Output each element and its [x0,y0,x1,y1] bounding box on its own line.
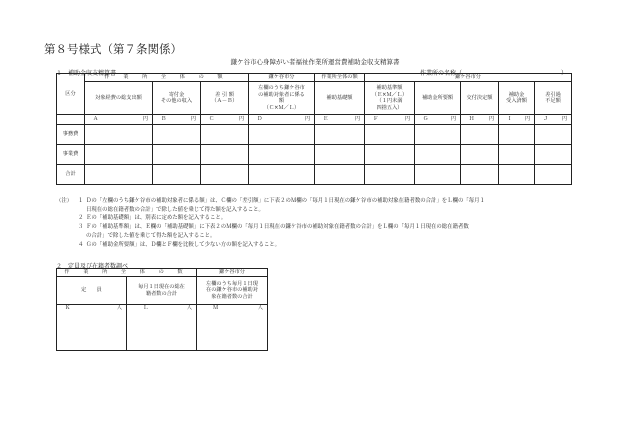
letter-row-blank [57,115,85,125]
input-cell[interactable] [201,165,249,185]
input-cell[interactable] [415,145,461,165]
input-cell[interactable] [365,125,415,145]
workplace-name-label: 作業所の名称（ [420,70,463,77]
note-line: ４ Ｇの「補助金所要額」は、Ｄ欄とＦ欄を比較して少ない方の額を記入すること。 [78,241,281,248]
input-cell[interactable] [249,145,315,165]
input-cell-k[interactable]: Ｋ 人 [57,305,127,351]
input-cell-l[interactable]: Ｌ 人 [127,305,197,351]
header-city-2: 鎌ケ谷市分 [365,74,572,82]
letter-cell-c: Ｃ 円 [201,115,249,125]
input-cell[interactable] [85,125,153,145]
letter-cell-a: Ａ 円 [85,115,153,125]
input-cell[interactable] [365,165,415,185]
note-line: ２ Ｅの「補助基礎額」は、別表に定めた額を記入すること。 [78,215,227,222]
letter-cell-j: Ｊ 円 [535,115,572,125]
input-cell[interactable] [315,125,365,145]
workplace-name-close: ） [561,70,568,77]
note-line: 日現在の総在籍者数の合計」で除した値を乗じて得た額を記入すること。 [86,206,264,213]
col-m-header: 左欄のうち毎月１日現 在の鎌ケ谷市の補助対 象在籍者数の合計 [197,277,268,305]
input-cell[interactable] [315,145,365,165]
input-cell[interactable] [201,125,249,145]
row-label-jimuhi: 事務費 [57,125,85,145]
input-cell[interactable] [461,125,499,145]
letter-cell-h: Ｈ 円 [461,115,499,125]
header-overall: 作 業 所 全 体 の 額 [85,74,249,82]
letter-cell-i: Ｉ 円 [499,115,535,125]
input-cell[interactable] [415,165,461,185]
letter-cell-d: Ｄ 円 [249,115,315,125]
col-c-header: 差 引 額 （Ａ－Ｂ） [201,82,249,115]
input-cell[interactable] [535,165,572,185]
letter-cell-g: Ｇ 円 [415,115,461,125]
col-i-header: 補助金 受入済額 [499,82,535,115]
col-h-header: 交付決定額 [461,82,499,115]
section1-title: １ 補助金収支精算書 [56,70,117,77]
header-overall-workplace: 作業所全体の額 [315,74,365,82]
table-row [57,125,572,145]
letter-cell-e: Ｅ 円 [315,115,365,125]
input-cell[interactable] [499,165,535,185]
col-e-header: 補助基礎額 [315,82,365,115]
input-cell[interactable] [535,125,572,145]
input-cell[interactable] [535,145,572,165]
capacity-table [56,268,268,351]
input-cell[interactable] [461,145,499,165]
col-f-header: 補助基準額 （Ｅ×Ｍ／Ｌ） （１円未満 四捨五入） [365,82,415,115]
input-cell[interactable] [153,165,201,185]
header-kubun: 区分 [57,74,85,115]
input-cell[interactable] [153,145,201,165]
input-cell[interactable] [365,145,415,165]
input-cell[interactable] [499,125,535,145]
header-city: 鎌ケ谷市分 [249,74,315,82]
input-cell[interactable] [461,165,499,185]
form-title: 第８号様式（第７条関係） [44,42,182,56]
input-cell[interactable] [415,125,461,145]
col-l-header: 毎月１日現在の総在 籍者数の合計 [127,277,197,305]
input-cell[interactable] [315,165,365,185]
section2-title: ２ 定員及び在籍者数調べ [56,263,129,270]
input-cell[interactable] [201,145,249,165]
col-j-header: 差引過 不足額 [535,82,572,115]
input-cell-m[interactable]: Ｍ 人 [197,305,268,351]
input-cell[interactable] [153,125,201,145]
notes-block [56,197,576,249]
input-cell[interactable] [249,165,315,185]
input-cell[interactable] [499,145,535,165]
note-line: の合計」で除した値を乗じて得た額を記入すること。 [86,232,216,239]
settlement-table [56,73,572,185]
input-cell[interactable] [85,165,153,185]
letter-cell-f: Ｆ 円 [365,115,415,125]
col-d-header: 左欄のうち鎌ケ谷市 の補助対象者に係る 額 （Ｃ×Ｍ／Ｌ） [249,82,315,115]
document-title: 鎌ケ谷市心身障がい者福祉作業所運営費補助金収支精算書 [230,58,400,66]
table-row [57,145,572,165]
row-label-total: 合計 [57,165,85,185]
input-cell[interactable] [249,125,315,145]
letter-cell-b: Ｂ 円 [153,115,201,125]
col-a-header: 対象経費の総支出額 [85,82,153,115]
note-line: ３ Ｆの「補助基準額」は、Ｅ欄の「補助基礎額」に下表２のＭ欄の「毎月１日現在の鎌ケ谷市の補助対象在籍者数の合計」をＬ欄の「毎月１日現在の総在籍者数 [78,224,469,231]
col-g-header: 補助金所要額 [415,82,461,115]
letter-row [57,115,572,125]
table-row [57,165,572,185]
note-line: （注） １ Ｄの「左欄のうち鎌ケ谷市の補助対象者に係る額」は、Ｃ欄の「差引額」に下表２のＭ欄の「毎月１日現在の鎌ケ谷市の補助対象在籍者数の合計」をＬ欄の「毎月１ [56,198,485,204]
header-city-count: 鎌ケ谷市分 [197,269,268,277]
table-row [57,305,268,351]
input-cell[interactable] [85,145,153,165]
col-b-header: 寄付金 その他の収入 [153,82,201,115]
col-k-header: 定 員 [57,277,127,305]
header-overall-count: 作 業 所 全 体 の 数 [57,269,197,277]
row-label-jigyohi: 事業費 [57,145,85,165]
